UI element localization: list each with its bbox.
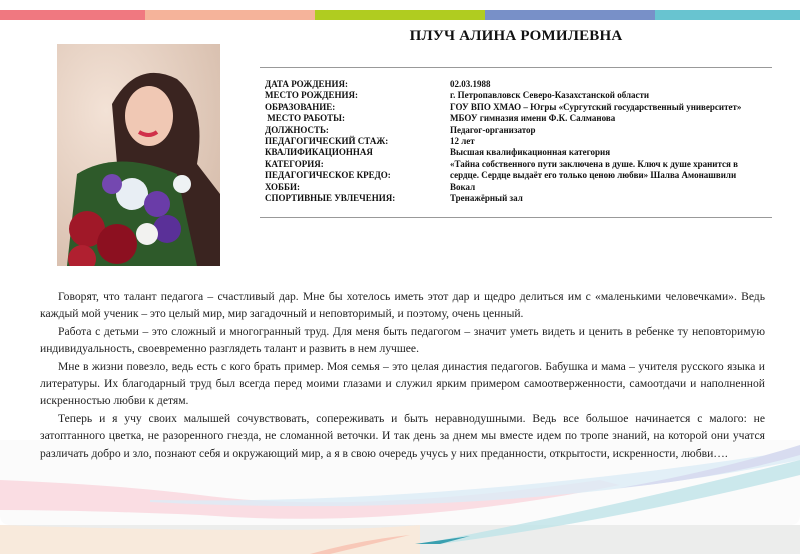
color-bar-segment (145, 10, 315, 20)
info-row (265, 147, 775, 158)
info-value: сердце. Сердце выдаёт его только ценою любви» Шалва Амонашвили (450, 170, 737, 181)
info-value: МБОУ гимназия имени Ф.К. Салманова (450, 113, 616, 124)
info-row (265, 159, 775, 170)
paragraph: Работа с детьми – это сложный и многогранный труд. Для меня быть педагогом – значит уметь видеть и ценить в ребенке ту неповторимую индивидуальность, своевременно разглядеть талант и развить в нем лучшее. (40, 324, 765, 356)
info-label: КАТЕГОРИЯ: (265, 158, 324, 169)
info-row (265, 125, 775, 136)
color-bar-segment (655, 10, 800, 20)
info-value: 12 лет (450, 136, 475, 147)
info-row (265, 90, 775, 101)
info-row (265, 170, 775, 181)
info-value: «Тайна собственного пути заключена в душе. Ключ к душе хранится в (450, 158, 738, 169)
info-label: ХОББИ: (265, 181, 300, 192)
info-label: ПЕДАГОГИЧЕСКОЕ КРЕДО: (265, 170, 391, 181)
info-value: Вокал (450, 181, 476, 192)
portrait-photo (57, 44, 220, 266)
divider-top (260, 67, 772, 68)
profile-info-table (265, 79, 775, 204)
info-label: ПЕДАГОГИЧЕСКИЙ СТАЖ: (265, 136, 389, 147)
info-label: МЕСТО РАБОТЫ: (265, 113, 345, 124)
info-row (265, 193, 775, 204)
info-value: г. Петропавловск Северо-Казахстанской области (450, 90, 650, 101)
paragraph: Теперь и я учу своих малышей сочувствовать, сопереживать и быть неравнодушными. Ведь все большое начинается с малого: не затоптанного цветка, не разоренного гнезда, не сломанной веточки. И так день за днем мы вместе идем по тропе знаний, на которой они учатся различать добро и зло, познают себя и окружающий мир, а я в свою очередь учусь у них преданности, открытости, искренности, любви…. (40, 411, 765, 460)
page-title: ПЛУЧ АЛИНА РОМИЛЕВНА (409, 28, 623, 44)
paragraph: Мне в жизни повезло, ведь есть с кого брать пример. Моя семья – это целая династия педагогов. Бабушка и мама – учителя русского языка и литературы. Их благодарный труд был всегда перед моими глазами и служил ярким примером самоотверженности, самоотдачи и наполненной искренностью любви к детям. (40, 359, 765, 408)
info-row (265, 182, 775, 193)
info-label: МЕСТО РОЖДЕНИЯ: (265, 90, 358, 101)
info-value: Тренажёрный зал (450, 193, 523, 204)
info-label: КВАЛИФИКАЦИОННАЯ (265, 147, 373, 158)
divider-bottom (260, 217, 772, 218)
info-value: 02.03.1988 (450, 79, 491, 89)
paragraph: Говорят, что талант педагога – счастливый дар. Мне бы хотелось иметь этот дар и щедро делиться им с «маленькими человечками». Ведь каждый мой ученик – это целый мир, мир загадочный и неповторимый, и поэтому, очень ценный. (40, 290, 765, 321)
info-label: ДАТА РОЖДЕНИЯ: (265, 79, 349, 89)
info-row (265, 136, 775, 147)
info-value: Высшая квалификационная категория (450, 147, 611, 158)
color-bar-segment (0, 10, 145, 20)
info-label: ОБРАЗОВАНИЕ: (265, 101, 336, 112)
info-value: Педагог-организатор (450, 124, 536, 135)
color-bar-segment (485, 10, 655, 20)
info-label: СПОРТИВНЫЕ УВЛЕЧЕНИЯ: (265, 193, 396, 204)
info-value: ГОУ ВПО ХМАО – Югры «Сургутский государственный университет» (450, 101, 742, 112)
info-row (265, 79, 775, 90)
info-label: ДОЛЖНОСТЬ: (265, 124, 329, 135)
color-bar-segment (315, 10, 485, 20)
info-row (265, 102, 775, 113)
essay-text (40, 288, 765, 462)
info-row (265, 113, 775, 124)
